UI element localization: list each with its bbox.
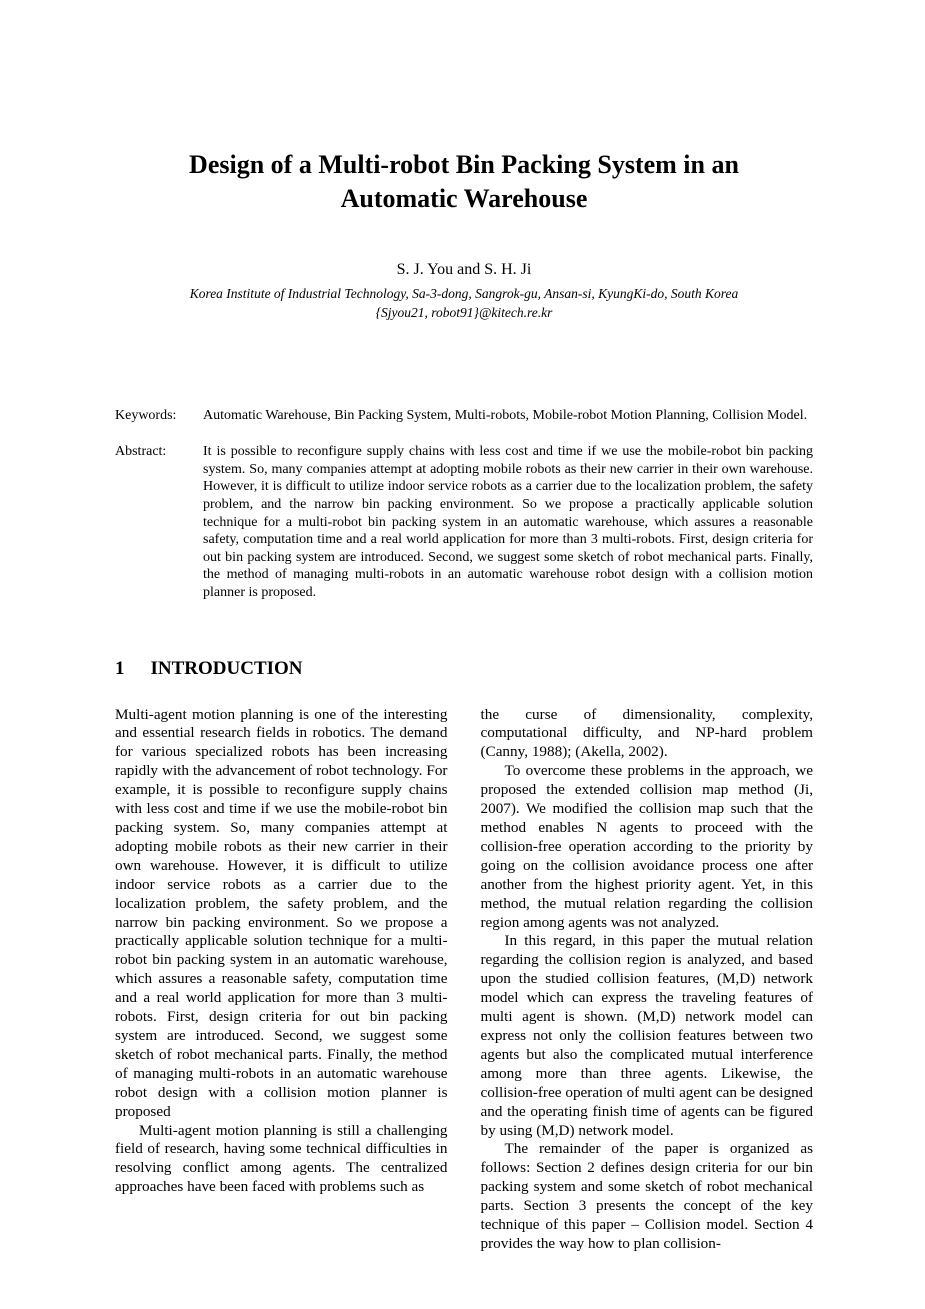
abstract-label: Abstract:: [115, 444, 167, 460]
page-title: Design of a Multi-robot Bin Packing System in an Automatic Warehouse: [189, 150, 739, 214]
column-right: [481, 706, 814, 1254]
abstract-text: It is possible to reconfigure supply chains with less cost and time if we use the mobile-robot bin packing system. So, many companies attempt at adopting mobile robots as their new carrier in their own warehouse. However, it is difficult to utilize indoor service robots as a carrier due to the localization problem, the safety problem, and the narrow bin packing environment. So we propose a practically applicable solution technique for a multi-robot bin packing system in an automatic warehouse, which assures a reasonable safety, computation time and a real world application for more than 3 multi-robots. First, design criteria for out bin packing system are introduced. Second, we suggest some sketch of robot mechanical parts. Finally, the method of managing multi-robots in an automatic warehouse robot design with a collision motion planner is proposed.: [203, 444, 813, 600]
paragraph: the curse of dimensionality, complexity, computational difficulty, and NP-hard problem (Canny, 1988); (Akella, 2002).: [480, 705, 813, 761]
paragraph: Multi-agent motion planning is one of the interesting and essential research fields in robotics. The demand for various specialized robots has been increasing rapidly with the advancement of robot technology. For example, it is possible to reconfigure supply chains with less cost and time if we use the mobile-robot bin packing system. So, many companies attempt at adopting mobile robots as their new carrier in their own warehouse. However, it is difficult to utilize indoor service robots as a carrier due to the localization problem, the safety problem, and the narrow bin packing environment. So we propose a practically applicable solution technique for a multi-robot bin packing system in an automatic warehouse, which assures a reasonable safety, computation time and a real world application for more than 3 multi-robots. First, design criteria for out bin packing system are introduced. Second, we suggest some sketch of robot mechanical parts. Finally, the method of managing multi-robots in an automatic warehouse robot design with a collision motion planner is proposed: [115, 705, 448, 1120]
meta-block: [115, 407, 813, 602]
column-left: [115, 706, 448, 1254]
keywords-row: [115, 407, 813, 425]
email-line: {Sjyou21, robot91}@kitech.re.kr: [375, 304, 553, 320]
abstract-row: [115, 443, 813, 601]
paragraph: To overcome these problems in the approach, we proposed the extended collision map method (Ji, 2007). We modified the collision map such that the method enables N agents to proceed with the collision-free operation according to the priority by going on the collision avoidance process one after another from the highest priority agent. Yet, in this method, the mutual relation regarding the collision region among agents was not analyzed.: [480, 762, 813, 931]
affiliation-line: Korea Institute of Industrial Technology, Sa-3-dong, Sangrok-gu, Ansan-si, KyungKi-do, South Korea: [189, 285, 739, 301]
section-number: 1: [115, 657, 125, 679]
section-title: INTRODUCTION: [150, 657, 303, 679]
keywords-text: Automatic Warehouse, Bin Packing System, Multi-robots, Mobile-robot Motion Planning, Collision Model.: [203, 407, 808, 423]
keywords-label: Keywords:: [115, 407, 177, 423]
paragraph: The remainder of the paper is organized as follows: Section 2 defines design criteria for our bin packing system and some sketch of robot mechanical parts. Section 3 presents the concept of the key technique of this paper – Collision model. Section 4 provides the way how to plan collision-: [480, 1140, 813, 1252]
authors-line: S. J. You and S. H. Ji: [396, 260, 532, 278]
byline-block: [115, 261, 813, 321]
section-heading: [115, 658, 813, 680]
paragraph: In this regard, in this paper the mutual relation regarding the collision region is analyzed, and based upon the studied collision features, (M,D) network model which can express the traveling features of multi agent is shown. (M,D) network model can express not only the collision features between two agents but also the complicated mutual interference among more than three agents. Likewise, the collision-free operation of multi agent can be designed and the operating finish time of agents can be figured by using (M,D) network model.: [480, 932, 813, 1139]
paragraph: Multi-agent motion planning is still a challenging field of research, having some technical difficulties in resolving conflict among agents. The centralized approaches have been faced with problems such as: [115, 1121, 448, 1196]
body-columns: [115, 706, 813, 1254]
